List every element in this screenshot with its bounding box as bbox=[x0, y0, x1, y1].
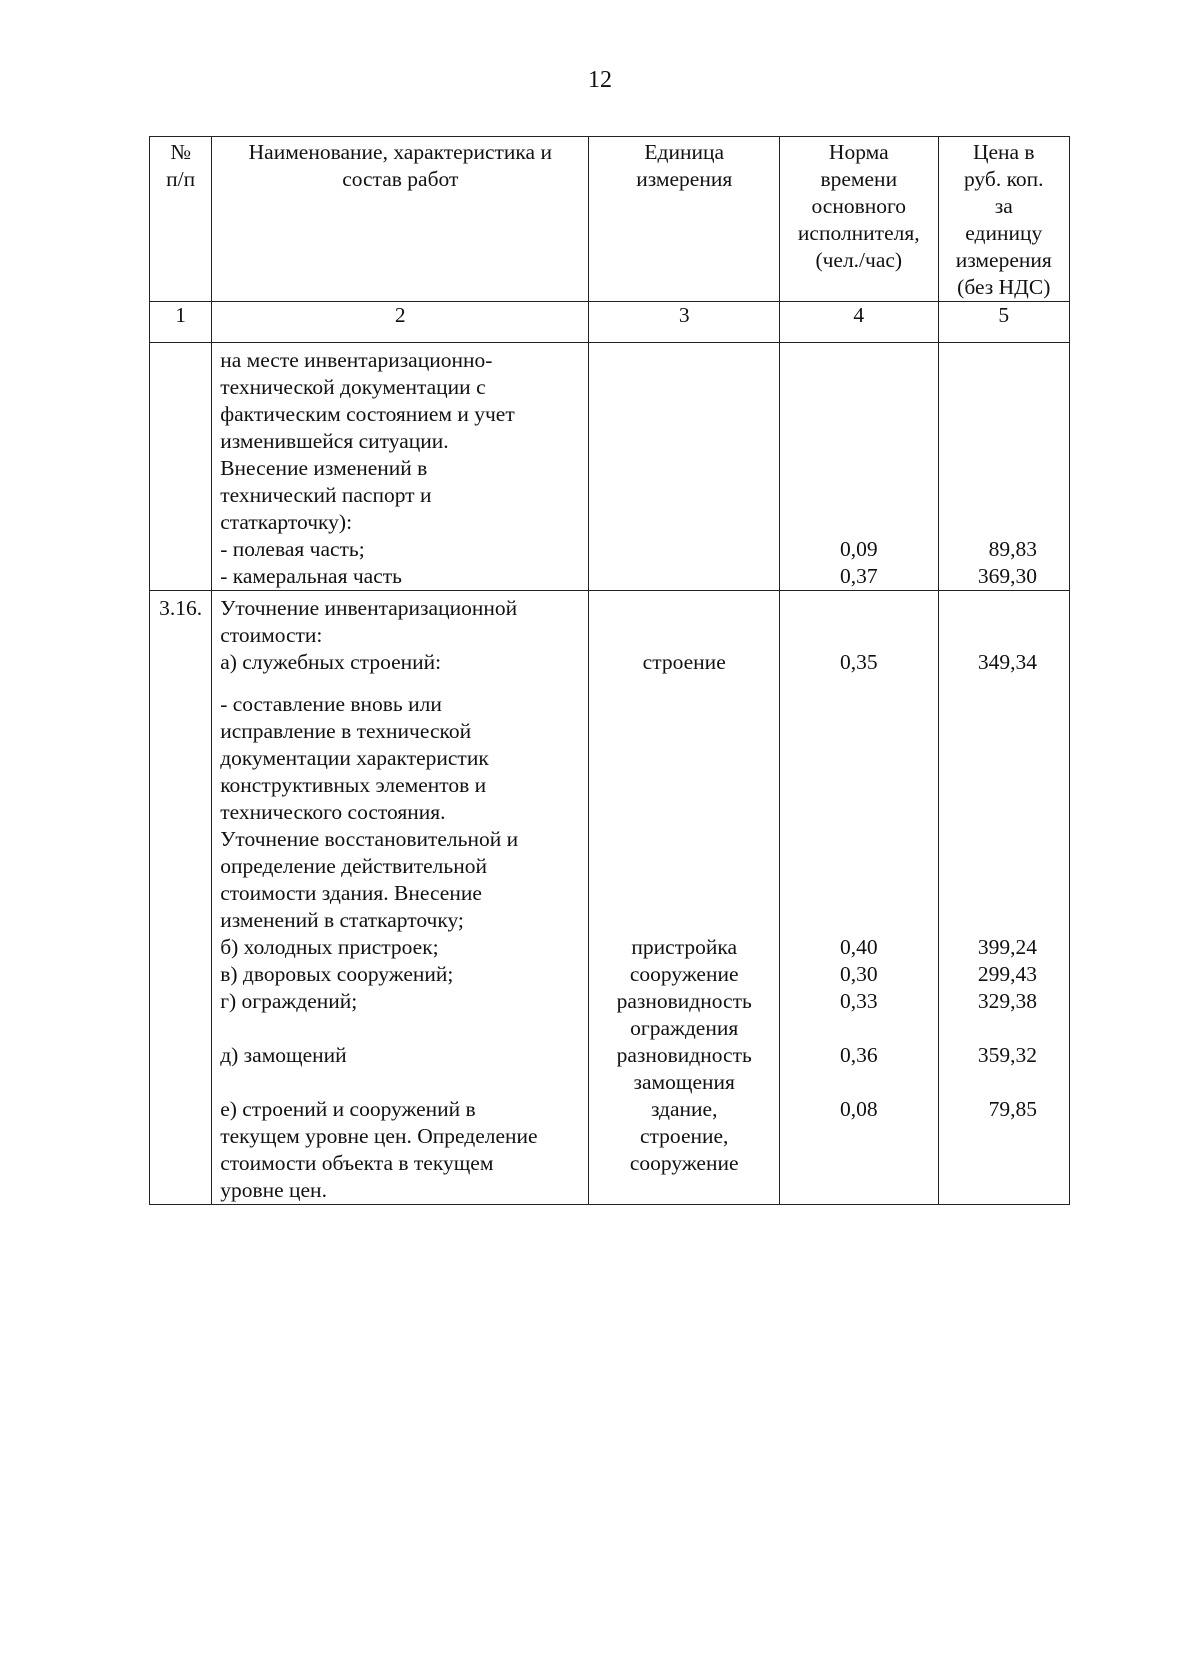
header-line: основного bbox=[811, 194, 907, 218]
header-line: измерения bbox=[636, 167, 733, 191]
table-row-3-16 bbox=[150, 591, 1070, 1205]
header-line: Единица bbox=[644, 140, 725, 164]
item-name: д) замощений bbox=[220, 1043, 347, 1067]
table-row-continuation bbox=[150, 343, 1070, 591]
row-norm bbox=[780, 591, 939, 1205]
price-table bbox=[149, 136, 1070, 1205]
header-line: руб. коп. bbox=[963, 167, 1044, 191]
header-line: единицу bbox=[965, 221, 1043, 245]
row-name bbox=[212, 591, 589, 1205]
row-number bbox=[150, 343, 212, 591]
price-value: 359,32 bbox=[977, 1043, 1037, 1067]
text-line: конструктивных элементов и bbox=[220, 773, 487, 797]
text-line: изменившейся ситуации. bbox=[220, 429, 449, 453]
unit-value: сооружение bbox=[629, 1151, 739, 1175]
row-price bbox=[938, 591, 1069, 1205]
header-line: Цена в bbox=[972, 140, 1035, 164]
price-value: 349,34 bbox=[977, 650, 1037, 674]
unit-value: разновидность bbox=[616, 1043, 752, 1067]
header-line: (без НДС) bbox=[957, 275, 1051, 299]
column-number-row bbox=[150, 302, 1070, 343]
header-line: (чел./час) bbox=[815, 248, 903, 272]
header-row bbox=[150, 137, 1070, 302]
text-line: стоимости объекта в текущем bbox=[220, 1151, 494, 1175]
header-unit bbox=[589, 137, 780, 302]
column-number: 1 bbox=[150, 302, 212, 343]
unit-value: строение, bbox=[639, 1124, 729, 1148]
text-line: е) строений и сооружений в bbox=[220, 1097, 476, 1121]
item-name: г) ограждений; bbox=[220, 989, 358, 1013]
item-name: в) дворовых сооружений; bbox=[220, 962, 454, 986]
norm-value: 0,37 bbox=[839, 564, 878, 588]
text-line: статкарточку): bbox=[220, 510, 353, 534]
row-unit bbox=[589, 591, 780, 1205]
norm-value: 0,40 bbox=[839, 935, 878, 959]
row-price bbox=[938, 343, 1069, 591]
price-value: 89,83 bbox=[988, 537, 1037, 561]
unit-value: здание, bbox=[650, 1097, 718, 1121]
price-value: 299,43 bbox=[977, 962, 1037, 986]
row-name bbox=[212, 343, 589, 591]
text-line: - составление вновь или bbox=[220, 692, 442, 716]
norm-value: 0,35 bbox=[839, 650, 878, 674]
text-line: Внесение изменений в bbox=[220, 456, 428, 480]
norm-value: 0,30 bbox=[839, 962, 878, 986]
column-number: 3 bbox=[589, 302, 780, 343]
text-line: текущем уровне цен. Определение bbox=[220, 1124, 538, 1148]
text-line: определение действительной bbox=[220, 854, 487, 878]
header-num bbox=[150, 137, 212, 302]
text-line: на месте инвентаризационно- bbox=[220, 348, 493, 372]
unit-value: ограждения bbox=[630, 1016, 739, 1040]
column-number: 4 bbox=[780, 302, 939, 343]
row-number: 3.16. bbox=[150, 591, 212, 1205]
header-price bbox=[938, 137, 1069, 302]
header-line: исполнителя, bbox=[797, 221, 920, 245]
text-line: изменений в статкарточку; bbox=[220, 908, 464, 932]
text-line: технический паспорт и bbox=[220, 483, 432, 507]
norm-value: 0,36 bbox=[839, 1043, 878, 1067]
header-name bbox=[212, 137, 589, 302]
text-line: уровне цен. bbox=[220, 1178, 327, 1202]
header-line: п/п bbox=[166, 167, 196, 191]
price-value: 369,30 bbox=[977, 564, 1037, 588]
header-line: за bbox=[994, 194, 1013, 218]
norm-value: 0,33 bbox=[839, 989, 878, 1013]
header-line: Наименование, характеристика и bbox=[248, 140, 552, 164]
text-line: Уточнение восстановительной и bbox=[220, 827, 519, 851]
price-value: 79,85 bbox=[988, 1097, 1037, 1121]
unit-value: строение bbox=[642, 650, 726, 674]
header-line: времени bbox=[820, 167, 898, 191]
unit-value: разновидность bbox=[616, 989, 752, 1013]
column-number: 5 bbox=[938, 302, 1069, 343]
norm-value: 0,09 bbox=[839, 537, 878, 561]
text-line: технического состояния. bbox=[220, 800, 446, 824]
row-norm bbox=[780, 343, 939, 591]
text-line: - камеральная часть bbox=[220, 564, 402, 588]
norm-value: 0,08 bbox=[839, 1097, 878, 1121]
header-line: измерения bbox=[955, 248, 1052, 272]
text-line: документации характеристик bbox=[220, 746, 489, 770]
page-number: 12 bbox=[588, 67, 612, 93]
header-norm bbox=[780, 137, 939, 302]
row-unit bbox=[589, 343, 780, 591]
price-value: 399,24 bbox=[977, 935, 1037, 959]
text-line: стоимости: bbox=[220, 623, 323, 647]
item-name: а) служебных строений: bbox=[220, 650, 442, 674]
text-line: - полевая часть; bbox=[220, 537, 365, 561]
text-line: Уточнение инвентаризационной bbox=[220, 596, 518, 620]
unit-value: пристройка bbox=[631, 935, 738, 959]
text-line: фактическим состоянием и учет bbox=[220, 402, 515, 426]
price-value: 329,38 bbox=[977, 989, 1037, 1013]
unit-value: замощения bbox=[633, 1070, 735, 1094]
header-line: Норма bbox=[828, 140, 889, 164]
text-line: стоимости здания. Внесение bbox=[220, 881, 482, 905]
text-line: технической документации с bbox=[220, 375, 486, 399]
header-line: № bbox=[170, 140, 191, 164]
column-number: 2 bbox=[212, 302, 589, 343]
unit-value: сооружение bbox=[629, 962, 739, 986]
text-line: исправление в технической bbox=[220, 719, 472, 743]
header-line: состав работ bbox=[342, 167, 459, 191]
item-name: б) холодных пристроек; bbox=[220, 935, 439, 959]
